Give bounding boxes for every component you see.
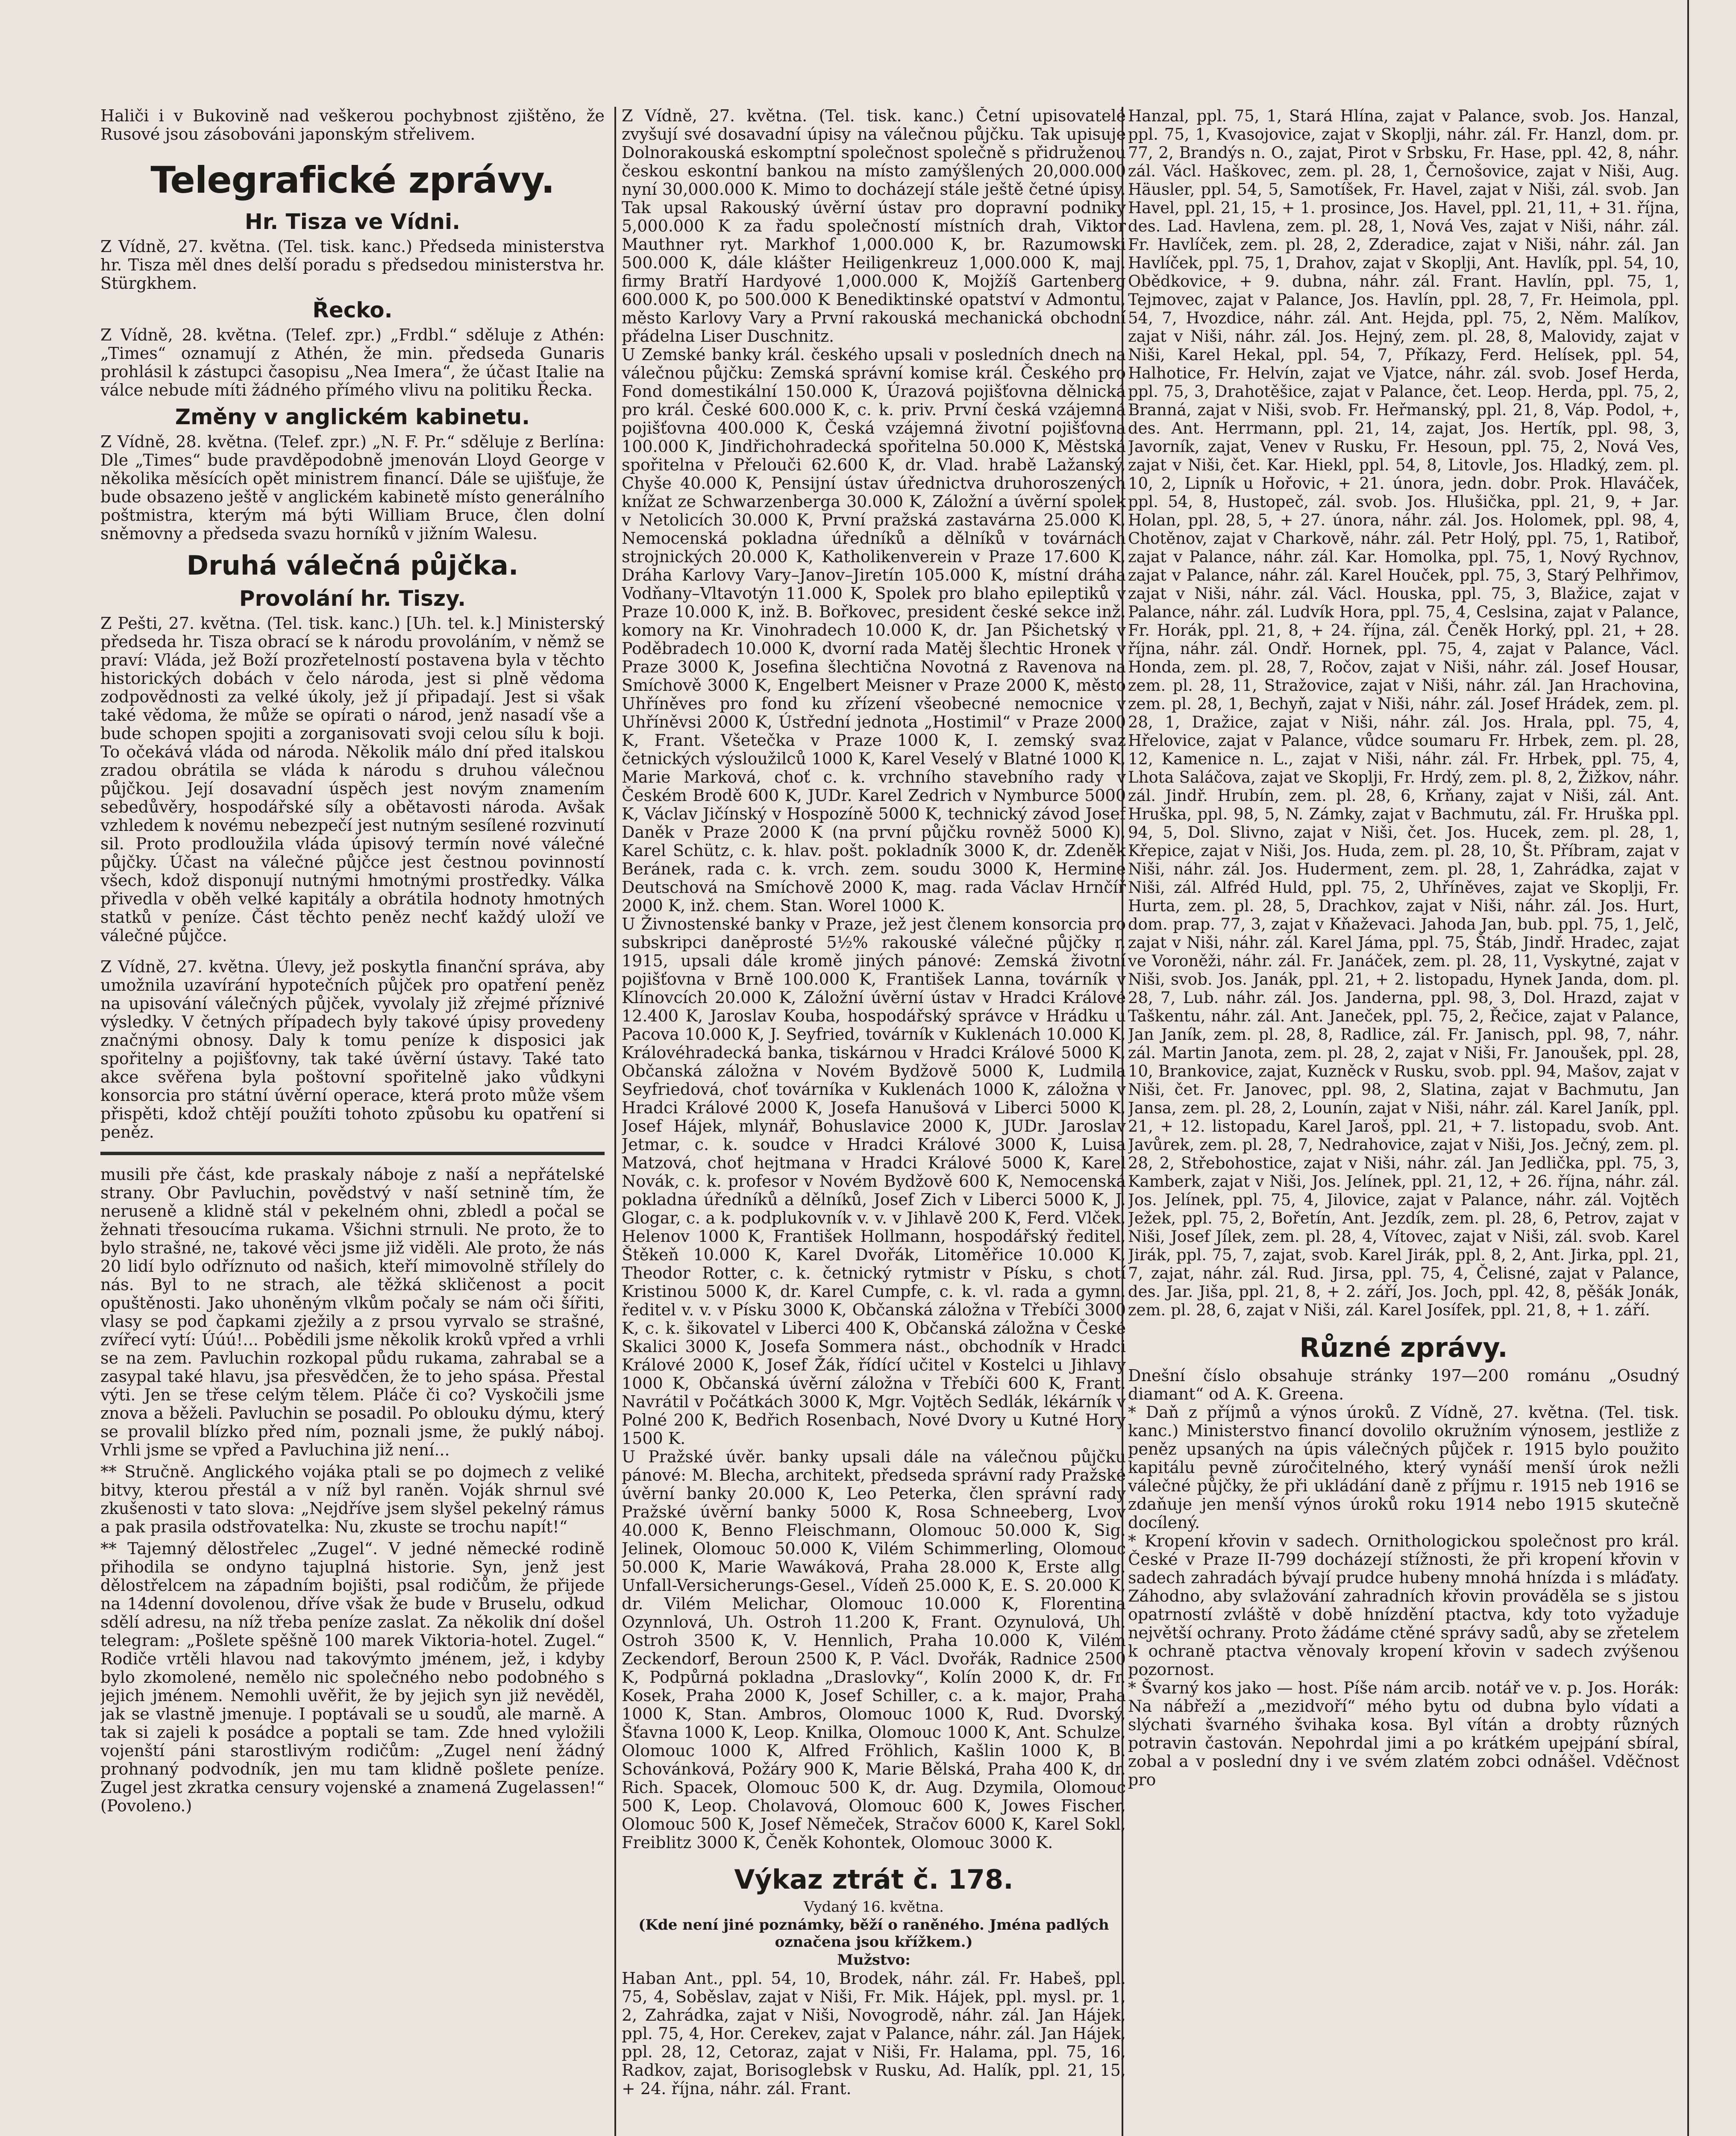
subheadline-vydany: Vydaný 16. května. [804, 1898, 944, 1916]
intro-paragraph: Haliči i v Bukovině nad veškerou pochybnost zjištěno, že Rusové jsou zásobováni japonským střelivem. [100, 107, 605, 144]
article-ruzne-intro: Dnešní číslo obsahuje stránky 197—200 románu „Osudný diamant“ od A. K. Greena. [1128, 1366, 1679, 1403]
article-dan: * Daň z příjmů a výnos úroků. Z Vídně, 27. května. (Tel. tisk. kanc.) Ministerstvo financí dovolilo okružním výnosem, jestliže z peněz upsaných na úpis válečných půjček r. 1915 bylo použito kapitálu pevně zúročitelného, který vynáší menší úrok nežli válečné půjčky, že při ukládání daně z příjmu r. 1915 neb 1916 se zdaňuje jen menší výnos úroků roku 1914 nebo 1915 skutečně docílený. [1128, 1403, 1679, 1532]
article-tisza: Z Vídně, 27. května. (Tel. tisk. kanc.) Předseda ministerstva hr. Tisza měl dnes delší poradu s předsedou ministerstva hr. Stürgkhem. [100, 237, 605, 293]
article-zmeny: Z Vídně, 28. května. (Telef. zpr.) „N. F. Pr.“ sděluje z Berlína: Dle „Times“ bude pravděpodobně jmenován Lloyd George v několika měsících opět ministrem financí. Dále se ujišťuje, že bude obsazeno ještě v anglickém kabinetě místo generálního poštmistra, kterým má býti William Bruce, člen dolní sněmovny a předseda svazu horníků v jižním Walesu. [100, 432, 605, 543]
casualty-list-start: Haban Ant., ppl. 54, 10, Brodek, náhr. zál. Fr. Habeš, ppl. 75, 4, Soběslav, zajat v Niši, Fr. Mik. Hájek, ppl. mysl. pr. 1, 2, Zahrádka, zajat v Niši, Novogrodě, náhr. zál. Jan Hájek, ppl. 75, 4, Hor. Cerekev, zajat v Palance, náhr. zál. Jan Hájek, ppl. 28, 12, Cetoraz, zajat v Niši, Fr. Halama, ppl. 75, 16, Radkov, zajat, Borisoglebsk v Rusku, Ad. Halík, ppl. 21, 15, + 24. října, náhr. zál. Frant. [622, 1969, 1126, 2098]
article-kropeni: * Kropení křovin v sadech. Ornithologickou společnost pro král. České v Praze II-799 docházejí stížnosti, že při kropení křovin v sadech zahradách bývají prudce hubeny mnohá hnízda i s mláďaty. Záhodno, aby svlažování zahradních křovin prováděla se s jistou opatrností zvláště v době hnízdění ptactva, kdy toto vyžaduje největší ochrany. Proto žádáme ctěné správy sadů, aby se zřetelem k ochraně ptactva věnovaly kropení křovin v sadech zvýšenou pozornost. [1128, 1532, 1679, 1679]
headline-druha-pujcka: Druhá válečná půjčka. [186, 550, 519, 581]
vykaz-muzstvo: Mužstvo: [837, 1951, 911, 1969]
headline-tisza: Hr. Tisza ve Vídni. [244, 209, 461, 234]
article-strucne: ** Stručně. Anglického vojáka ptali se po dojmech z veliké bitvy, kterou přestál a v níž byl raněn. Voják shrnul své zkušenosti v tato slova: „Nejdříve jsem slyšel pekelný rámus a pak prasila odstřovatelka: Nu, zkuste se trochu napít!“ [100, 1462, 605, 1536]
article-recko: Z Vídně, 28. května. (Telef. zpr.) „Frdbl.“ sděluje z Athén: „Times“ oznamují z Athén, že min. předseda Gunaris prohlásil k zástupci časopisu „Nea Imera“, že účast Italie na válce nebude míti žádného přímého vlivu na politiku Řecka. [100, 326, 605, 399]
article-pujcka: Z Pešti, 27. května. (Tel. tisk. kanc.) [Uh. tel. k.] Ministerský předseda hr. Tisza obrací se k národu provoláním, v němž se praví: Vláda, jež Boží prozřetelností postavena byla v těchto historických dobách v čelo národa, jest si plně vědoma zodpovědnosti za velké úkoly, jež jí připadají. Jest si však také vědoma, že může se opírati o národ, jenž nasadí vše a bude schopen spojiti a zorganisovati svoji celou sílu k boji. To očekává vláda od národa. Několik málo dní před italskou zradou obrátila se vláda k národu s druhou válečnou půjčkou. Její dosavadní úspěch jest novým znamením sebedůvěry, hospodářské síly a obětavosti národa. Avšak vzhledem k novému nebezpečí jest nutným sesílené rozvinutí sil. Proto prodloužila vláda úpisový termín nové válečné půjčky. Účast na válečné půjčce jest čestnou povinností všech, kdož disponují nutnými hmotnými prostředky. Válka přivedla v oběh velké kapitály a obrátila hodnoty hmotných statků v peníze. Část těchto peněz nechť každý uloží ve válečné půjčce. [100, 614, 605, 945]
article-ulevy: Z Vídně, 27. května. Úlevy, jež poskytla finanční správa, aby umožnila uzavírání hypotečních půjček pro opatření peněz na upisování válečných půjček, vyvolaly již zřejmé příznivé výsledky. V četných případech byly takové úpisy provedeny značnými obnosy. Daly k tomu peníze k disposici jak spořitelny a pojišťovny, tak také úvěrní ústavy. Také tato akce svěřena byla poštovní spořitelně jako vůdkyni konsorcia pro státní úvěrní operace, která proto může všem přispěti, kdož chtějí použíti tohoto způsobu ku opatření si peněz. [100, 957, 605, 1141]
column-2 [622, 107, 1126, 2136]
article-zivnostenska-banka: U Živnostenské banky v Praze, jež jest členem konsorcia pro subskripci daněprosté 5½% rakouské válečné půjčky r. 1915, upsali dále kromě jiných pánové: Zemská životní pojišťovna v Brně 100.000 K, František Lanna, továrník v Klínovcích 20.000 K, Záložní úvěrní ústav v Hradci Králové 12.400 K, Jaroslav Kouba, hospodářský správce v Hrádku u Pacova 10.000 K, J. Seyfried, továrník v Kuklenách 10.000 K, Královéhradecká banka, tiskárnou v Hradci Králové 5000 K, Občanská záložna v Novém Bydžově 5000 K, Ludmila Seyfriedová, choť továrníka v Kuklenách 1000 K, záložna v Hradci Králové 2000 K, Josefa Hanušová v Liberci 5000 K, Josef Hájek, mlynář, Bohuslavice 2000 K, JUDr. Jaroslav Jetmar, c. k. soudce v Hradci Králové 3000 K, Luisa Matzová, choť hejtmana v Hradci Králové 5000 K, Karel Novák, c. k. profesor v Novém Bydžově 600 K, Nemocenská pokladna úředníků a dělníků, Josef Zich v Liberci 5000 K, J. Glogar, c. a k. podplukovník v. v. v Jihlavě 200 K, Ferd. Vlček, Helenov 1000 K, František Hollmann, hospodářský ředitel, Štěkeň 10.000 K, Karel Dvořák, Litoměřice 10.000 K, Theodor Rotter, c. k. četnický rytmistr v Písku, s chotí Kristinou 5000 K, dr. Karel Cumpfe, c. k. vl. rada a gymn. ředitel v. v. v Písku 3000 K, Občanská záložna v Třebíči 3000 K, c. k. šikovatel v Liberci 400 K, Občanská záložna v České Skalici 3000 K, Josefa Sommera nást., obchodník v Hradci Králové 2000 K, Josef Žák, řídící učitel v Kostelci u Jihlavy 1000 K, Občanská úvěrní záložna v Třebíči 600 K, Frant. Navrátil v Počátkách 3000 K, Mgr. Vojtěch Sedlák, lékárník v Polné 200 K, Bedřich Rosenbach, Nové Dvory u Kutné Hory 1500 K. [622, 915, 1126, 1448]
subheadline-provolani: Provolání hr. Tiszy. [239, 586, 466, 611]
article-zugel: ** Tajemný dělostřelec „Zugel“. V jedné německé rodině přihodila se ondyno tajuplná historie. Syn, jenž jest dělostřelcem na západním bojišti, psal rodičům, že přijede na 14denní dovolenou, dříve však že bude v Bruselu, odkud sdělí adresu, na níž třeba peníze zaslat. Za několik dní došel telegram: „Pošlete spěšně 100 marek Viktoria-hotel. Zugel.“ Rodiče vrtěli hlavou nad takovýmto jménem, jež, i kdyby bylo zkomolené, nemělo nic společného nebo podobného s jejich jménem. Nemohli uvěřit, že by jejich syn již nevěděl, jak se vlastně jmenuje. I poptávali se u soudů, ale marně. A tak si zajeli k posádce a poptali se tam. Zde hned vyložili vojenští páni starostlivým rodičům: „Zugel není žádný prohnaný podvodník, jen mu tam klidně pošlete peníze. Zugel jest zkratka censury vojenské a znamená Zugelassen!“ (Povoleno.) [100, 1539, 605, 1815]
column-1 [100, 107, 605, 2136]
page-edge-rule [1687, 0, 1689, 2136]
vykaz-note: (Kde není jiné poznámky, běží o raněného. Jména padlých označena jsou křížkem.) [638, 1916, 1109, 1951]
casualty-list-continued: Hanzal, ppl. 75, 1, Stará Hlína, zajat v Palance, svob. Jos. Hanzal, ppl. 75, 1, Kvasojovice, zajat v Skoplji, náhr. zál. Fr. Hanzl, dom. pr. 77, 2, Brandýs n. O., zajat, Pirot v Srbsku, Fr. Hase, ppl. 42, 8, náhr. zál. Václ. Haškovec, zem. pl. 28, 1, Černošovice, zajat v Niši, Aug. Häusler, ppl. 54, 5, Samotíšek, Fr. Havel, zajat v Niši, zál. svob. Jan Havel, ppl. 21, 15, + 1. prosince, Jos. Havel, ppl. 21, 11, + 31. října, des. Lad. Havlena, zem. pl. 28, 1, Nová Ves, zajat v Niši, náhr. zál. Fr. Havlíček, zem. pl. 28, 2, Zderadice, zajat v Niši, náhr. zál. Jan Havlíček, ppl. 75, 1, Drahov, zajat v Skoplji, Ant. Havlík, ppl. 54, 10, Obědkovice, + 9. dubna, náhr. zál. Frant. Havlín, ppl. 75, 1, Tejmovec, zajat v Palance, Jos. Havlín, ppl. 28, 7, Fr. Heimola, ppl. 54, 7, Hvozdice, náhr. zál. Ant. Hejda, ppl. 75, 2, Něm. Malíkov, zajat v Niši, náhr. zál. Jos. Hejný, zem. pl. 28, 8, Malovidy, zajat v Niši, Karel Hekal, ppl. 54, 7, Příkazy, Ferd. Helísek, ppl. 54, Halhotice, Fr. Helvín, zajat ve Vjatce, náhr. zál. svob. Josef Herda, ppl. 75, 3, Drahotěšice, zajat v Palance, čet. Leop. Herda, ppl. 75, 2, Branná, zajat v Niši, svob. Fr. Heřmanský, ppl. 21, 8, Váp. Podol, +, des. Ant. Herrmann, ppl. 21, 14, zajat, Jos. Hertík, ppl. 98, 3, Javorník, zajat, Venev v Rusku, Fr. Hesoun, ppl. 75, 2, Nová Ves, zajat v Niši, čet. Kar. Hiekl, ppl. 54, 8, Litovle, Jos. Hladký, zem. pl. 10, 2, Lipník u Hořovic, + 21. února, jedn. dobr. Prok. Hlaváček, ppl. 54, 8, Hustopeč, zál. svob. Jos. Hlušička, ppl. 21, 9, + Jar. Holan, ppl. 28, 5, + 27. února, náhr. zál. Jos. Holomek, ppl. 98, 4, Chotěnov, zajat v Charkově, náhr. zál. Petr Holý, ppl. 75, 1, Ratiboř, zajat v Palance, náhr. zál. Kar. Homolka, ppl. 75, 1, Nový Rychnov, zajat v Palance, náhr. zál. Karel Houček, ppl. 75, 3, Starý Pelhřimov, zajat v Niši, náhr. zál. Václ. Houska, ppl. 75, 3, Blažice, zajat v Palance, náhr. zál. Ludvík Hora, ppl. 75, 4, Ceslsina, zajat v Palance, Fr. Horák, ppl. 21, 8, + 24. října, zál. Čeněk Horký, ppl. 21, + 28. října, náhr. zál. Ondř. Hornek, ppl. 75, 4, zajat v Palance, Václ. Honda, zem. pl. 28, 7, Ročov, zajat v Niši, náhr. zál. Josef Housar, zem. pl. 28, 11, Stražovice, zajat v Niši, náhr. zál. Jan Hrachovina, zem. pl. 28, 1, Bechyň, zajat v Niši, náhr. zál. Josef Hrádek, zem. pl. 28, 1, Dražice, zajat v Niši, náhr. zál. Jos. Hrala, ppl. 75, 4, Hřelovice, zajat v Palance, vůdce soumaru Fr. Hrbek, zem. pl. 28, 12, Kamenice n. L., zajat v Niši, náhr. zál. Fr. Hrbek, ppl. 75, 4, Lhota Saláčova, zajat ve Skoplji, Fr. Hrdý, zem. pl. 8, 2, Žižkov, náhr. zál. Jindř. Hrubín, zem. pl. 28, 6, Krňany, zajat v Niši, zál. Ant. Hruška, ppl. 98, 5, N. Zámky, zajat v Bachmutu, zál. Fr. Hruška ppl. 94, 5, Dol. Slivno, zajat v Niši, čet. Jos. Hucek, zem. pl. 28, 1, Křepice, zajat v Niši, Jos. Huda, zem. pl. 28, 10, Št. Příbram, zajat v Niši, náhr. zál. Jos. Huderment, zem. pl. 28, 1, Zahrádka, zajat v Niši, zál. Alfréd Huld, ppl. 75, 2, Uhříněves, zajat ve Skoplji, Fr. Hurta, zem. pl. 28, 5, Drachkov, zajat v Niši, náhr. zál. Jos. Hurt, dom. prap. 77, 3, zajat v Kňaževaci. Jahoda Jan, bub. ppl. 75, 1, Jelč, zajat v Niši, náhr. zál. Karel Jáma, ppl. 75, Štáb, Jindř. Hradec, zajat ve Voroněži, náhr. zál. Fr. Janáček, zem. pl. 28, 11, Vyskytné, zajat v Niši, svob. Jos. Janák, ppl. 21, + 2. listopadu, Hynek Janda, dom. pl. 28, 7, Lub. náhr. zál. Jos. Janderna, ppl. 98, 3, Dol. Hrazd, zajat v Taškentu, náhr. zál. Ant. Janeček, ppl. 75, 2, Řečice, zajat v Palance, Jan Janík, zem. pl. 28, 8, Radlice, zál. Fr. Janisch, ppl. 98, 7, náhr. zál. Martin Janota, zem. pl. 28, 2, zajat v Niši, Fr. Janoušek, ppl. 28, 10, Brankovice, zajat, Kuzněck v Rusku, svob. ppl. 94, Mašov, zajat v Niši, čet. Fr. Janovec, ppl. 98, 2, Slatina, zajat v Bachmutu, Jan Jansa, zem. pl. 28, 2, Lounín, zajat v Niši, náhr. zál. Karel Janík, ppl. 21, + 12. listopadu, Karel Jaroš, ppl. 21, + 7. listopadu, svob. Ant. Javůrek, zem. pl. 28, 7, Nedrahovice, zajat v Niši, Jos. Ječný, zem. pl. 28, 2, Střebohostice, zajat v Niši, náhr. zál. Jan Jedlička, ppl. 75, 3, Kamberk, zajat v Niši, Jos. Jelínek, ppl. 21, 12, + 26. října, náhr. zál. Jos. Jelínek, ppl. 75, 4, Jilovice, zajat v Palance, náhr. zál. Vojtěch Ježek, ppl. 75, 2, Bořetín, Ant. Jezdík, zem. pl. 28, 6, Petrov, zajat v Niši, Josef Jílek, zem. pl. 28, 4, Vítovec, zajat v Niši, zál. svob. Karel Jirák, ppl. 75, 7, zajat, svob. Karel Jirák, ppl. 8, 2, Ant. Jirka, ppl. 21, 7, zajat, náhr. zál. Rud. Jirsa, ppl. 75, 4, Čelisné, zajat v Palance, des. Jar. Jiša, ppl. 21, 8, + 2. září, Jos. Joch, ppl. 42, 8, pěšák Jonák, zem. pl. 28, 6, zajat v Niši, zál. Karel Josífek, ppl. 21, 8, + 1. září. [1128, 107, 1679, 1319]
article-feuilleton: musili pře část, kde praskaly náboje z naší a nepřátelské strany. Obr Pavluchin, povědstvý v naší setnině tím, že neruseně a klidně stál v pekelném ohni, zbledl a počal se žehnati třesoucíma rukama. Všichni strnuli. Ne proto, že to bylo strašné, ne, takové věci jsme již viděli. Ale proto, že nás 20 lidí bylo odříznuto od našich, kteří mimovolně střílely do nás. Byl to ne strach, ale těžká skličenost a pocit opuštěnosti. Jako uhoněným vlkům počaly se nám oči šířiti, vlasy se pod čapkami zježily a z prsou vyrvalo se strašné, zvířecí vytí: Úúú!... Pobědili jsme několik kroků vpřed a vrhli se na zem. Pavluchin rozkopal půdu rukama, zahrabal se a zasypal také hlavu, jsa přesvědčen, že to jeho spása. Přestal výti. Jen se třese celým tělem. Pláče či co? Vyskočili jsme znova a běželi. Pavluchin se posadil. Po oblouku dýmu, který se provalil blízko před ním, poznali jsme, že puklý náboj. Vrhli jsme se vpřed a Pavluchina již není... [100, 1165, 605, 1459]
section-separator [100, 1152, 605, 1155]
section-title-telegraficke: Telegrafické zprávy. [150, 159, 555, 202]
column-rule [614, 107, 616, 2136]
headline-ruzne-zpravy: Různé zprávy. [1299, 1332, 1508, 1363]
article-upisy: Z Vídně, 27. května. (Tel. tisk. kanc.) Četní upisovatelé zvyšují své dosavadní úpisy na válečnou půjčku. Tak upisuje Dolnorakouská eskomptní společnost společně s přidruženou českou eskontní bankou na místo zamýšlených 20,000.000 nyní 30,000.000 K. Mimo to docházejí stále ještě četné úpisy. Tak upsal Rakouský úvěrní ústav pro dopravní podniky 5,000.000 K za řadu společností místních drah, Viktor Mauthner ryt. Markhof 1,000.000 K, br. Razumowski 500.000 K, dále klášter Heiligenkreuz 1,000.000 K, maj. firmy Bratří Hardyové 1,000.000 K, Mojžíš Gartenberg 600.000 K, po 500.000 K Benediktinské opatství v Admontu, město Karlovy Vary a První rakouská mechanická obchodní přádelna Liser Duschnitz. [622, 107, 1126, 346]
article-kos: * Švarný kos jako — host. Píše nám arcib. notář ve v. p. Jos. Horák: Na nábřeží a „mezidvoří“ mého bytu od dubna bylo vídati a slýchati švarného švihaka kosa. Byl vítán a drobty různých potravin častován. Nepohrdal jimi a po krátkém upejpání sbíral, zobal a v poslední dny i ve svém zlatém zobci odnášel. Vděčnost pro [1128, 1678, 1679, 1789]
column-3 [1128, 107, 1679, 2136]
headline-zmeny: Změny v anglickém kabinetu. [175, 405, 530, 429]
headline-recko: Řecko. [312, 298, 393, 323]
article-zemska-banka: U Zemské banky král. českého upsali v posledních dnech na válečnou půjčku: Zemská správní komise král. Českého pro Fond domestikální 150.000 K, Úrazová pojišťovna dělnická pro král. České 600.000 K, c. k. priv. První česká vzájemná pojišťovna 400.000 K, Česká vzájemná životní pojišťovna 100.000 K, Jindřichohradecká spořitelna 50.000 K, Městská spořitelna v Přelouči 62.600 K, dr. Vlad. hrabě Lažanský, Chyše 40.000 K, Pensijní ústav úřednictva druhoroszených knížat ze Schwarzenberga 30.000 K, Záložní a úvěrní spolek v Netolicích 30.000 K, První pražská zastavárna 25.000 K, Nemocenská pokladna úředníků a dělníků v továrnách strojnických 20.000 K, Katholikenverein v Praze 17.600 K, Dráha Karlovy Vary–Janov–Jiretín 105.000 K, místní dráha Vodňany–Vltavotýn 11.000 K, Spolek pro blaho epileptiků v Praze 10.000 K, inž. B. Bořkovec, president české sekce inž. komory na Kr. Vinohradech 10.000 K, dr. Jan Pšichetský v Poděbradech 10.000 K, dvorní rada Matěj šlechtic Hronek v Praze 3000 K, Josefina šlechtična Novotná z Ravenova na Smíchově 3000 K, Engelbert Meisner v Praze 2000 K, město Uhříněves pro fond ku zřízení všeobecné nemocnice v Uhříněvsi 2000 K, Ústřední jednota „Hostimil“ v Praze 2000 K, Frant. Všetečka v Praze 1000 K, I. zemský svaz četnických výsloužilců 1000 K, Karel Veselý v Blatné 1000 K, Marie Marková, choť c. k. vrchního stavebního rady v Českém Brodě 600 K, JUDr. Karel Zedrich v Nymburce 5000 K, Václav Jičínský v Hospozíně 5000 K, technický závod Josef Daněk v Praze 2000 K (na první půjčku rovněž 5000 K), Karel Schütz, c. k. hlav. pošt. pokladník 3000 K, dr. Zdeněk Beránek, rada c. k. vrch. zem. soudu 3000 K, Hermine Deutschová na Smíchově 2000 K, mag. rada Václav Hrnčíř 2000 K, inž. chem. Stan. Worel 1000 K. [622, 345, 1126, 915]
headline-vykaz-ztrat: Výkaz ztrát č. 178. [734, 1864, 1013, 1895]
article-prazska-banka: U Pražské úvěr. banky upsali dále na válečnou půjčku pánové: M. Blecha, architekt, předseda správní rady Pražské úvěrní banky 20.000 K, Leo Peterka, člen správní rady Pražské úvěrní banky 5000 K, Rosa Schneeberg, Lvov 40.000 K, Benno Fleischmann, Olomouc 50.000 K, Sig. Jelinek, Olomouc 50.000 K, Vilém Schimmerling, Olomouc 50.000 K, Marie Wawáková, Praha 28.000 K, Erste allg. Unfall-Versicherungs-Gesel., Vídeň 25.000 K, E. S. 20.000 K, dr. Vilém Melichar, Olomouc 10.000 K, Florentina Ozynnlová, Uh. Ostroh 11.200 K, Frant. Ozynulová, Uh. Ostroh 3500 K, V. Hennlich, Praha 10.000 K, Vilém Zeckendorf, Beroun 2500 K, P. Václ. Dvořák, Radnice 2500 K, Podpůrná pokladna „Draslovky“, Kolín 2000 K, dr. Fr. Kosek, Praha 2000 K, Josef Schiller, c. a k. major, Praha 1000 K, Stan. Ambros, Olomouc 1000 K, Rud. Dvorský, Šťavna 1000 K, Leop. Knilka, Olomouc 1000 K, Ant. Schulze, Olomouc 1000 K, Alfred Fröhlich, Kašlin 1000 K, B. Schovánková, Požáry 900 K, Marie Bělská, Praha 400 K, dr. Rich. Spacek, Olomouc 500 K, dr. Aug. Dzymila, Olomouc 500 K, Leop. Cholavová, Olomouc 600 K, Jowes Fischer, Olomouc 500 K, Josef Němeček, Stračov 6000 K, Karel Sokl, Freiblitz 3000 K, Čeněk Kohontek, Olomouc 3000 K. [622, 1447, 1126, 1852]
